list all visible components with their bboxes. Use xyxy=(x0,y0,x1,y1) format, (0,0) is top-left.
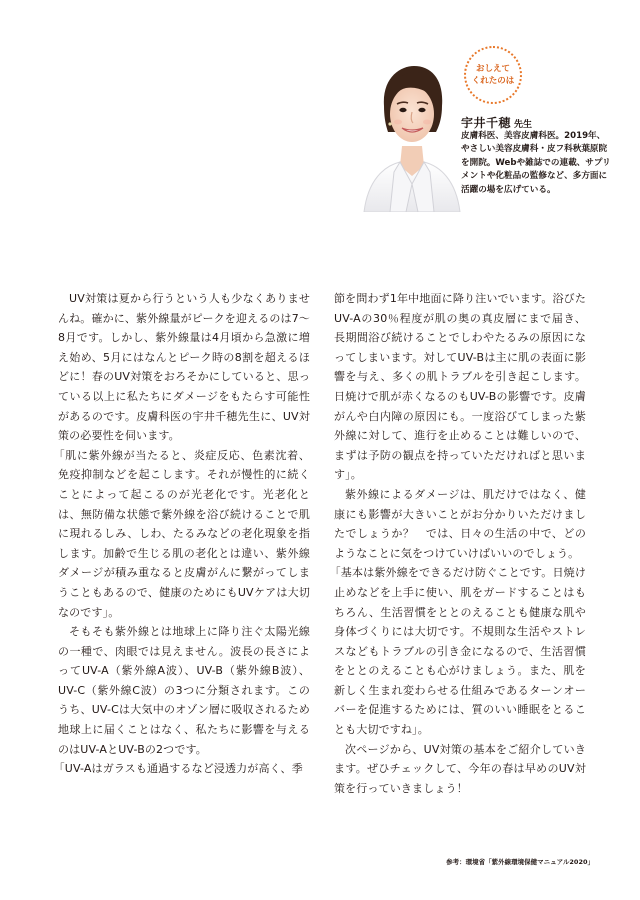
article-paragraph: 節を問わず1年中地面に降り注いでいます。浴びたUV-Aの30％程度が肌の奥の真皮層にまで届き、長期間浴び続けることでしわやたるみの原因になってしまいます。対してUV-Bは主に肌の表面に影響を与え、多くの肌トラブルを引き起こします。日焼けで肌が赤くなるのもUV-Bの影響です。皮膚がんや白内障の原因にも。一度浴びてしまった紫外線に対して、進行を止めることは難しいので、まずは予防の観点を持っていただければと思います」。 xyxy=(334,292,586,482)
reference-footnote: 参考：環境省「紫外線環境保健マニュアル2020」 xyxy=(446,858,594,866)
article-paragraph: そもそも紫外線とは地球上に降り注ぐ太陽光線の一種で、肉眼では見えません。波長の長さによってUV-A（紫外線A波）、UV-B（紫外線B波）、UV-C（紫外線C波）の3つに分類されます。このうち、UV-Cは大気中のオゾン層に吸収されるため地球上に届くことはなく、私たちに影響を与えるのはUV-AとUV-Bの2つです。 xyxy=(58,625,310,756)
doctor-portrait-photo xyxy=(360,62,464,212)
doctor-honorific: 先生 xyxy=(514,120,533,130)
badge-line-2: くれたのは xyxy=(471,76,515,86)
doctor-name: 宇井千穂 xyxy=(461,116,512,130)
taught-by-badge xyxy=(464,46,522,104)
article-column-left xyxy=(53,289,311,779)
article-paragraph: 「肌に紫外線が当たると、炎症反応、色素沈着、免疫抑制などを起こします。それが慢性的に続くことによって起こるのが光老化です。光老化とは、無防備な状態で紫外線を浴び続けることで肌に現れるしみ、しわ、たるみなどの老化現象を指します。加齢で生じる肌の老化とは違い、紫外線ダメージが積み重なると皮膚がんに繋がってしまうこともあるので、健康のためにもUVケアは大切なのです」。 xyxy=(53,448,310,619)
article-paragraph: 「UV-Aはガラスも通過するなど浸透力が高く、季 xyxy=(53,762,303,776)
doctor-name-row xyxy=(461,112,532,131)
article-paragraph: 「基本は紫外線をできるだけ防ぐことです。日焼け止めなどを上手に使い、肌をガードすることはもちろん、生活習慣をととのえることも健康な肌や身体づくりには大切です。不規則な生活やストレスなどもトラブルの引き金になるので、生活習慣をととのえることも心がけましょう。また、肌を新しく生まれ変わらせる仕組みであるターンオーバーを促進するためには、質のいい睡眠をとることも大切ですね」。 xyxy=(329,566,586,737)
article-column-right xyxy=(329,289,586,798)
article-paragraph: UV対策は夏から行うという人も少なくありませんね。確かに、紫外線量がピークを迎えるのは7〜8月です。しかし、紫外線量は4月頃から急激に増え始め、5月にはなんとピーク時の8割を超えるほどに！春のUV対策をおろそかにしていると、思っている以上に私たちにダメージをもたらす可能性があるのです。皮膚科医の宇井千穂先生に、UV対策の必要性を伺います。 xyxy=(58,292,311,443)
article-paragraph: 次ページから、UV対策の基本をご紹介していきます。ぜひチェックして、今年の春は早めのUV対策を行っていきましょう！ xyxy=(334,742,586,795)
badge-line-1: おしえて xyxy=(475,64,510,74)
article-paragraph: 紫外線によるダメージは、肌だけではなく、健康にも影響が大きいことがお分かりいただけましたでしょうか？ では、日々の生活の中で、どのようなことに気をつけていけばいいのでしょう。 xyxy=(334,487,586,560)
doctor-bio: 皮膚科医、美容皮膚科医。2019年、やさしい美容皮膚科・皮フ科秋葉原院を開院。Webや雑誌での連載、サプリメントや化粧品の監修など、多方面に活躍の場を広げている。 xyxy=(461,131,611,195)
